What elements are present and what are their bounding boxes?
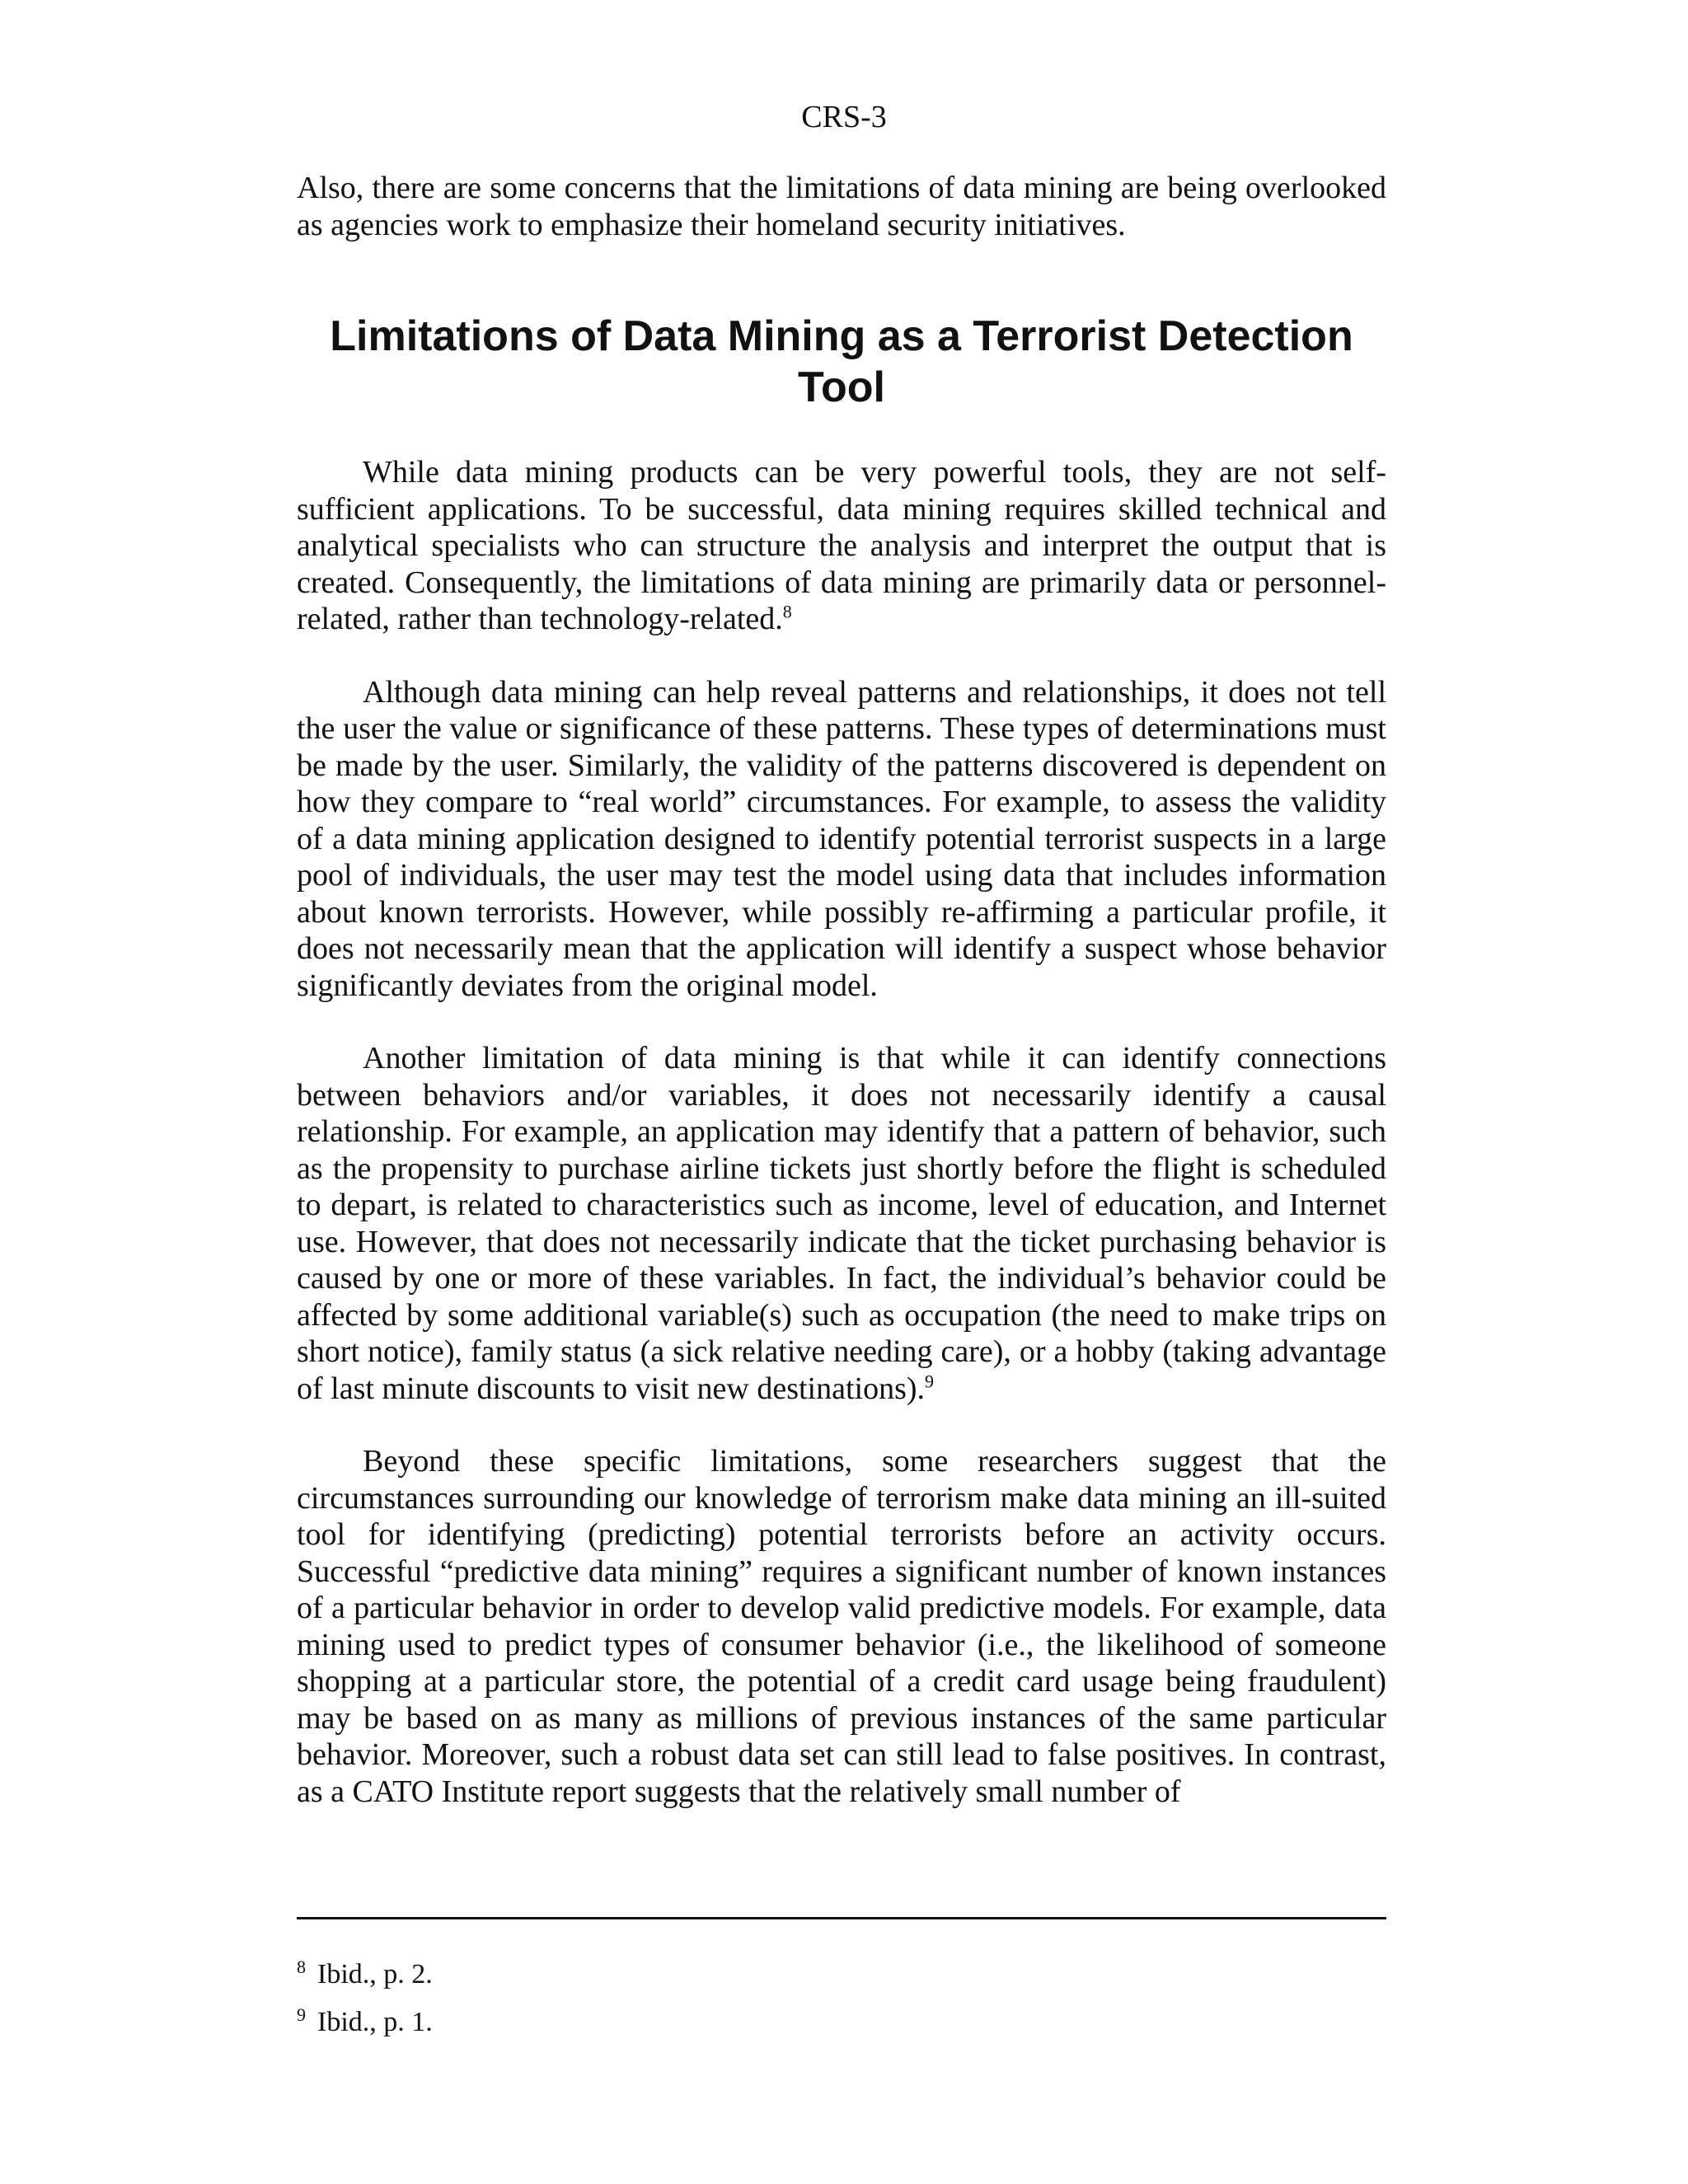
footnote-reference-9[interactable]: 9	[925, 1370, 935, 1391]
body-paragraph-1	[297, 454, 1386, 638]
paragraph-text: Another limitation of data mining is that while it can identify connections between behaviors and/or variables, it does not necessarily identify a causal relationship. For example, an application may identify that a pattern of behavior, such as the propensity to purchase airline tickets just shortly before the flight is scheduled to depart, is related to characteristics such as income, level of education, and Internet use. However, that does not necessarily indicate that the ticket purchasing behavior is caused by one or more of these variables. In fact, the individual’s behavior could be affected by some additional variable(s) such as occupation (the need to make trips on short notice), family status (a sick relative needing care), or a hobby (taking advantage of last minute discounts to visit new destinations).	[297, 1041, 1386, 1406]
paragraph-text: Beyond these specific limitations, some researchers suggest that the circumstances surrounding our knowledge of terrorism make data mining an ill-suited tool for identifying (predicting) potential terrorists before an activity occurs. Successful “predictive data mining” requires a significant number of known instances of a particular behavior in order to develop valid predictive models. For example, data mining used to predict types of consumer behavior (i.e., the likelihood of someone shopping at a particular store, the potential of a credit card usage being fraudulent) may be based on as many as millions of previous instances of the same particular behavior. Moreover, such a robust data set can still lead to false positives. In contrast, as a CATO Institute report suggests that the relatively small number of	[297, 1444, 1386, 1809]
paragraph-text: Although data mining can help reveal patterns and relationships, it does not tell the user the value or significance of these patterns. These types of determinations must be made by the user. Similarly, the validity of the patterns discovered is dependent on how they compare to “real world” circumstances. For example, to assess the validity of a data mining application designed to identify potential terrorist suspects in a large pool of individuals, the user may test the model using data that includes information about known terrorists. However, while possibly re-affirming a particular profile, it does not necessarily mean that the application will identify a suspect whose behavior significantly deviates from the original model.	[297, 674, 1386, 1003]
body-paragraph-2	[297, 674, 1386, 1005]
footnote-text: Ibid., p. 2.	[317, 1959, 433, 1990]
footnote-reference-8[interactable]: 8	[782, 601, 792, 622]
footnote-8	[297, 1957, 1386, 1993]
footnote-separator	[297, 1917, 1386, 1919]
body-paragraph-4	[297, 1443, 1386, 1810]
paragraph-text: While data mining products can be very powerful tools, they are not self-sufficient applications. To be successful, data mining requires skilled technical and analytical specialists who can structure the analysis and interpret the output that is created. Consequently, the limitations of data mining are primarily data or personnel-related, rather than technology-related.	[297, 455, 1386, 636]
footnote-number: 9	[297, 2004, 306, 2025]
page-header: CRS-3	[801, 100, 887, 134]
body-paragraph-3	[297, 1040, 1386, 1407]
footnotes	[297, 1957, 1386, 2052]
section-heading: Limitations of Data Mining as a Terrorist Detection Tool	[330, 312, 1353, 411]
footnote-9	[297, 2004, 1386, 2041]
page-body	[297, 170, 1386, 1810]
footnote-number: 8	[297, 1956, 306, 1977]
intro-paragraph: Also, there are some concerns that the limitations of data mining are being overlooked as agencies work to emphasize their homeland security initiatives.	[297, 171, 1386, 242]
footnote-text: Ibid., p. 1.	[317, 2007, 433, 2037]
